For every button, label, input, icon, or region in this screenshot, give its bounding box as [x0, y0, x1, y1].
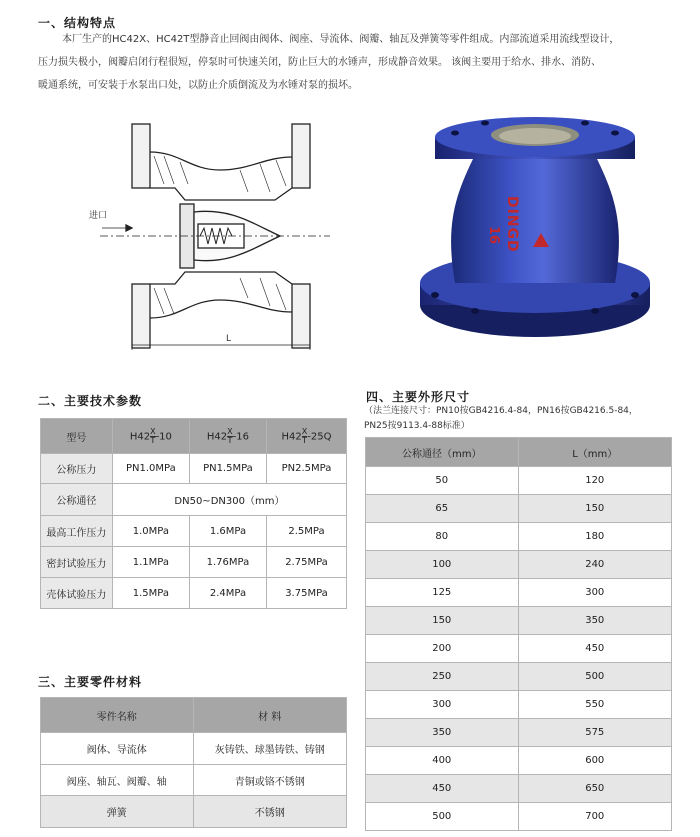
- header-material: 材 料: [193, 698, 347, 733]
- table-row: 最高工作压力 1.0MPa 1.6MPa 2.5MPa: [41, 516, 347, 547]
- table-row: 50 120: [366, 467, 672, 495]
- header-model-16: H42 $\frac{X}{T}$ -16: [189, 419, 266, 454]
- intro-line-1: 本厂生产的HC42X、HC42T型静音止回阀由阀体、阀座、导流体、阀瓣、轴瓦及弹簧等零件组成。内部流道采用流线型设计，: [62, 34, 620, 45]
- header-length: L（mm）: [518, 438, 672, 467]
- table-row: 250 500: [366, 663, 672, 691]
- valve-section-drawing: [80, 112, 340, 352]
- flange-note-line-2: PN25按9113.4-88标准）: [364, 421, 470, 431]
- materials-table: [40, 697, 347, 828]
- section2-title: 二、主要技术参数: [38, 394, 143, 408]
- table-row: 密封试验压力 1.1MPa 1.76MPa 2.75MPa: [41, 547, 347, 578]
- flange-note-line-1: （法兰连接尺寸：PN10按GB4216.4-84，PN16按GB4216.5-84，: [364, 406, 638, 416]
- section1-title: 一、结构特点: [38, 16, 117, 30]
- table-row: 300 550: [366, 691, 672, 719]
- length-label: L: [226, 334, 232, 344]
- dimensions-table: [365, 437, 672, 831]
- table-row: 500 700: [366, 803, 672, 831]
- table-row: 壳体试验压力 1.5MPa 2.4MPa 3.75MPa: [41, 578, 347, 609]
- header-nominal-diameter: 公称通径（mm）: [366, 438, 519, 467]
- table-row: 公称通径 DN50~DN300（mm）: [41, 484, 347, 516]
- intro-line-3: 暖通系统，可安装于水泵出口处，以防止介质倒流及为水锤对泵的损坏。: [38, 80, 358, 91]
- table-row: 100 240: [366, 551, 672, 579]
- table-row: 80 180: [366, 523, 672, 551]
- table-row: 150 350: [366, 607, 672, 635]
- header-part-name: 零件名称: [41, 698, 194, 733]
- table-row: 公称压力 PN1.0MPa PN1.5MPa PN2.5MPa: [41, 454, 347, 484]
- valve-size-text: 16: [486, 226, 501, 245]
- intro-line-2: 压力损失极小，阀瓣启闭行程很短，停泵时可快速关闭，防止巨大的水锤声，形成静音效果。 该阀主要用于给水、排水、消防、: [38, 57, 602, 68]
- table-row: 65 150: [366, 495, 672, 523]
- table-row: 450 650: [366, 775, 672, 803]
- table-row: 125 300: [366, 579, 672, 607]
- header-model: 型号: [41, 419, 113, 454]
- tech-params-table: [40, 418, 347, 609]
- table-row: 400 600: [366, 747, 672, 775]
- valve-brand-text: DINGD: [504, 196, 520, 253]
- valve-photo: [415, 115, 651, 340]
- table-row: 弹簧 不锈钢: [41, 796, 347, 828]
- section3-title: 三、主要零件材料: [38, 675, 143, 689]
- section4-title: 四、主要外形尺寸: [366, 390, 471, 404]
- inlet-label: 进口: [89, 211, 108, 221]
- header-model-10: H42 $\frac{X}{T}$ -10: [112, 419, 189, 454]
- table-row: 350 575: [366, 719, 672, 747]
- table-row: 阀座、轴瓦、阀瓣、轴 青铜或铬不锈钢: [41, 765, 347, 796]
- header-model-25q: H42 $\frac{X}{T}$ -25Q: [266, 419, 346, 454]
- table-row: 阀体、导流体 灰铸铁、球墨铸铁、铸钢: [41, 733, 347, 765]
- table-row: 200 450: [366, 635, 672, 663]
